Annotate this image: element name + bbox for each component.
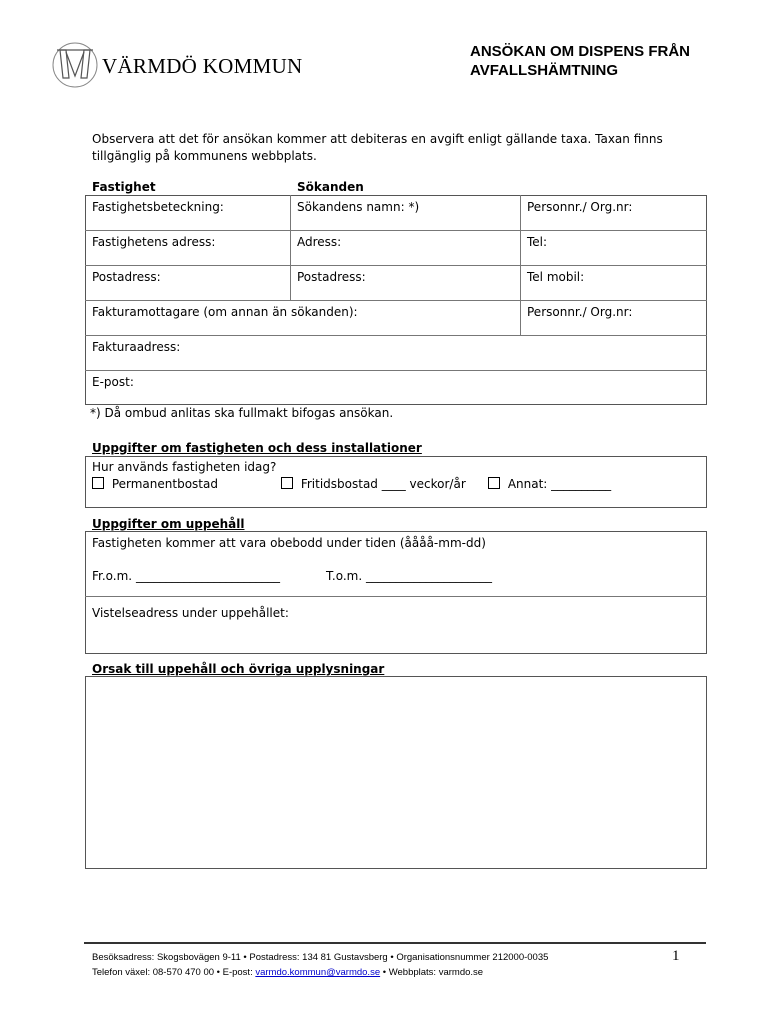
field-tel[interactable]: Tel: — [527, 235, 548, 249]
field-epost[interactable]: E-post: — [92, 375, 134, 389]
option-annat[interactable] — [488, 477, 611, 491]
field-postadress-sokande[interactable]: Postadress: — [297, 270, 366, 284]
proxy-footnote: *) Då ombud anlitas ska fullmakt bifogas ansökan. — [90, 406, 394, 420]
field-sokandens-namn[interactable]: Sökandens namn: *) — [297, 200, 420, 214]
option-label: Permanentbostad — [111, 477, 218, 491]
footer-phone: Telefon växel: 08-570 470 00 • E-post: — [92, 967, 256, 978]
footer-line-2 — [92, 965, 692, 980]
footer-divider — [84, 942, 706, 944]
heading-property-installations: Uppgifter om fastigheten och dess installationer — [92, 441, 422, 455]
checkbox-permanentbostad[interactable] — [92, 477, 104, 489]
fee-notice: Observera att det för ansökan kommer att debiteras en avgift enligt gällande taxa. Taxan finns tillgänglig på kommunens webbplats. — [92, 132, 663, 163]
stay-period-text: Fastigheten kommer att vara obebodd under tiden (åååå-mm-dd) — [92, 536, 486, 550]
field-tel-mobil[interactable]: Tel mobil: — [527, 270, 585, 284]
field-postadress-fastighet[interactable]: Postadress: — [92, 270, 161, 284]
checkbox-fritidsbostad[interactable] — [281, 477, 293, 489]
row-divider — [85, 596, 707, 597]
field-fakturaadress[interactable]: Fakturaadress: — [92, 340, 181, 354]
option-fritidsbostad[interactable] — [281, 477, 466, 491]
option-label: Fritidsbostad ____ veckor/år — [300, 477, 466, 491]
field-adress[interactable]: Adress: — [297, 235, 342, 249]
field-fastighetsbeteckning[interactable]: Fastighetsbeteckning: — [92, 200, 224, 214]
col-divider — [520, 195, 521, 335]
row-divider — [85, 300, 707, 301]
field-personnr-faktura[interactable]: Personnr./ Org.nr: — [527, 305, 633, 319]
field-from-date[interactable]: Fr.o.m. ________________________ — [92, 569, 280, 583]
heading-uppehall: Uppgifter om uppehåll — [92, 517, 245, 531]
field-personnr[interactable]: Personnr./ Org.nr: — [527, 200, 633, 214]
reason-textarea[interactable] — [85, 676, 707, 869]
heading-orsak: Orsak till uppehåll och övriga upplysningar — [92, 662, 385, 676]
row-divider — [85, 230, 707, 231]
heading-fastighet: Fastighet — [92, 180, 156, 194]
heading-sokanden: Sökanden — [297, 180, 364, 194]
org-name: VÄRMDÖ KOMMUN — [102, 54, 303, 78]
option-permanentbostad[interactable] — [92, 477, 218, 491]
field-fastighetens-adress[interactable]: Fastighetens adress: — [92, 235, 216, 249]
email-link[interactable]: varmdo.kommun@varmdo.se — [255, 967, 381, 978]
row-divider — [85, 335, 707, 336]
footer-website: • Webbplats: varmdo.se — [380, 967, 484, 978]
option-label: Annat: __________ — [507, 477, 612, 491]
footer-contact — [92, 950, 692, 980]
row-divider — [85, 265, 707, 266]
title-line-2: AVFALLSHÄMTNING — [470, 62, 619, 79]
checkbox-annat[interactable] — [488, 477, 500, 489]
page-number: 1 — [672, 948, 680, 964]
property-use-question: Hur används fastigheten idag? — [92, 460, 277, 474]
footer-line-1: Besöksadress: Skogsbovägen 9-11 • Postadress: 134 81 Gustavsberg • Organisationsnummer 212000-0035 — [92, 952, 549, 963]
col-divider — [290, 195, 291, 300]
document-title — [470, 42, 740, 80]
field-vistelseadress[interactable]: Vistelseadress under uppehållet: — [92, 606, 289, 620]
title-line-1: ANSÖKAN OM DISPENS FRÅN — [470, 43, 691, 60]
field-fakturamottagare[interactable]: Fakturamottagare (om annan än sökanden): — [92, 305, 358, 319]
row-divider — [85, 370, 707, 371]
field-to-date[interactable]: T.o.m. _____________________ — [326, 569, 492, 583]
municipality-emblem-icon — [52, 40, 98, 90]
